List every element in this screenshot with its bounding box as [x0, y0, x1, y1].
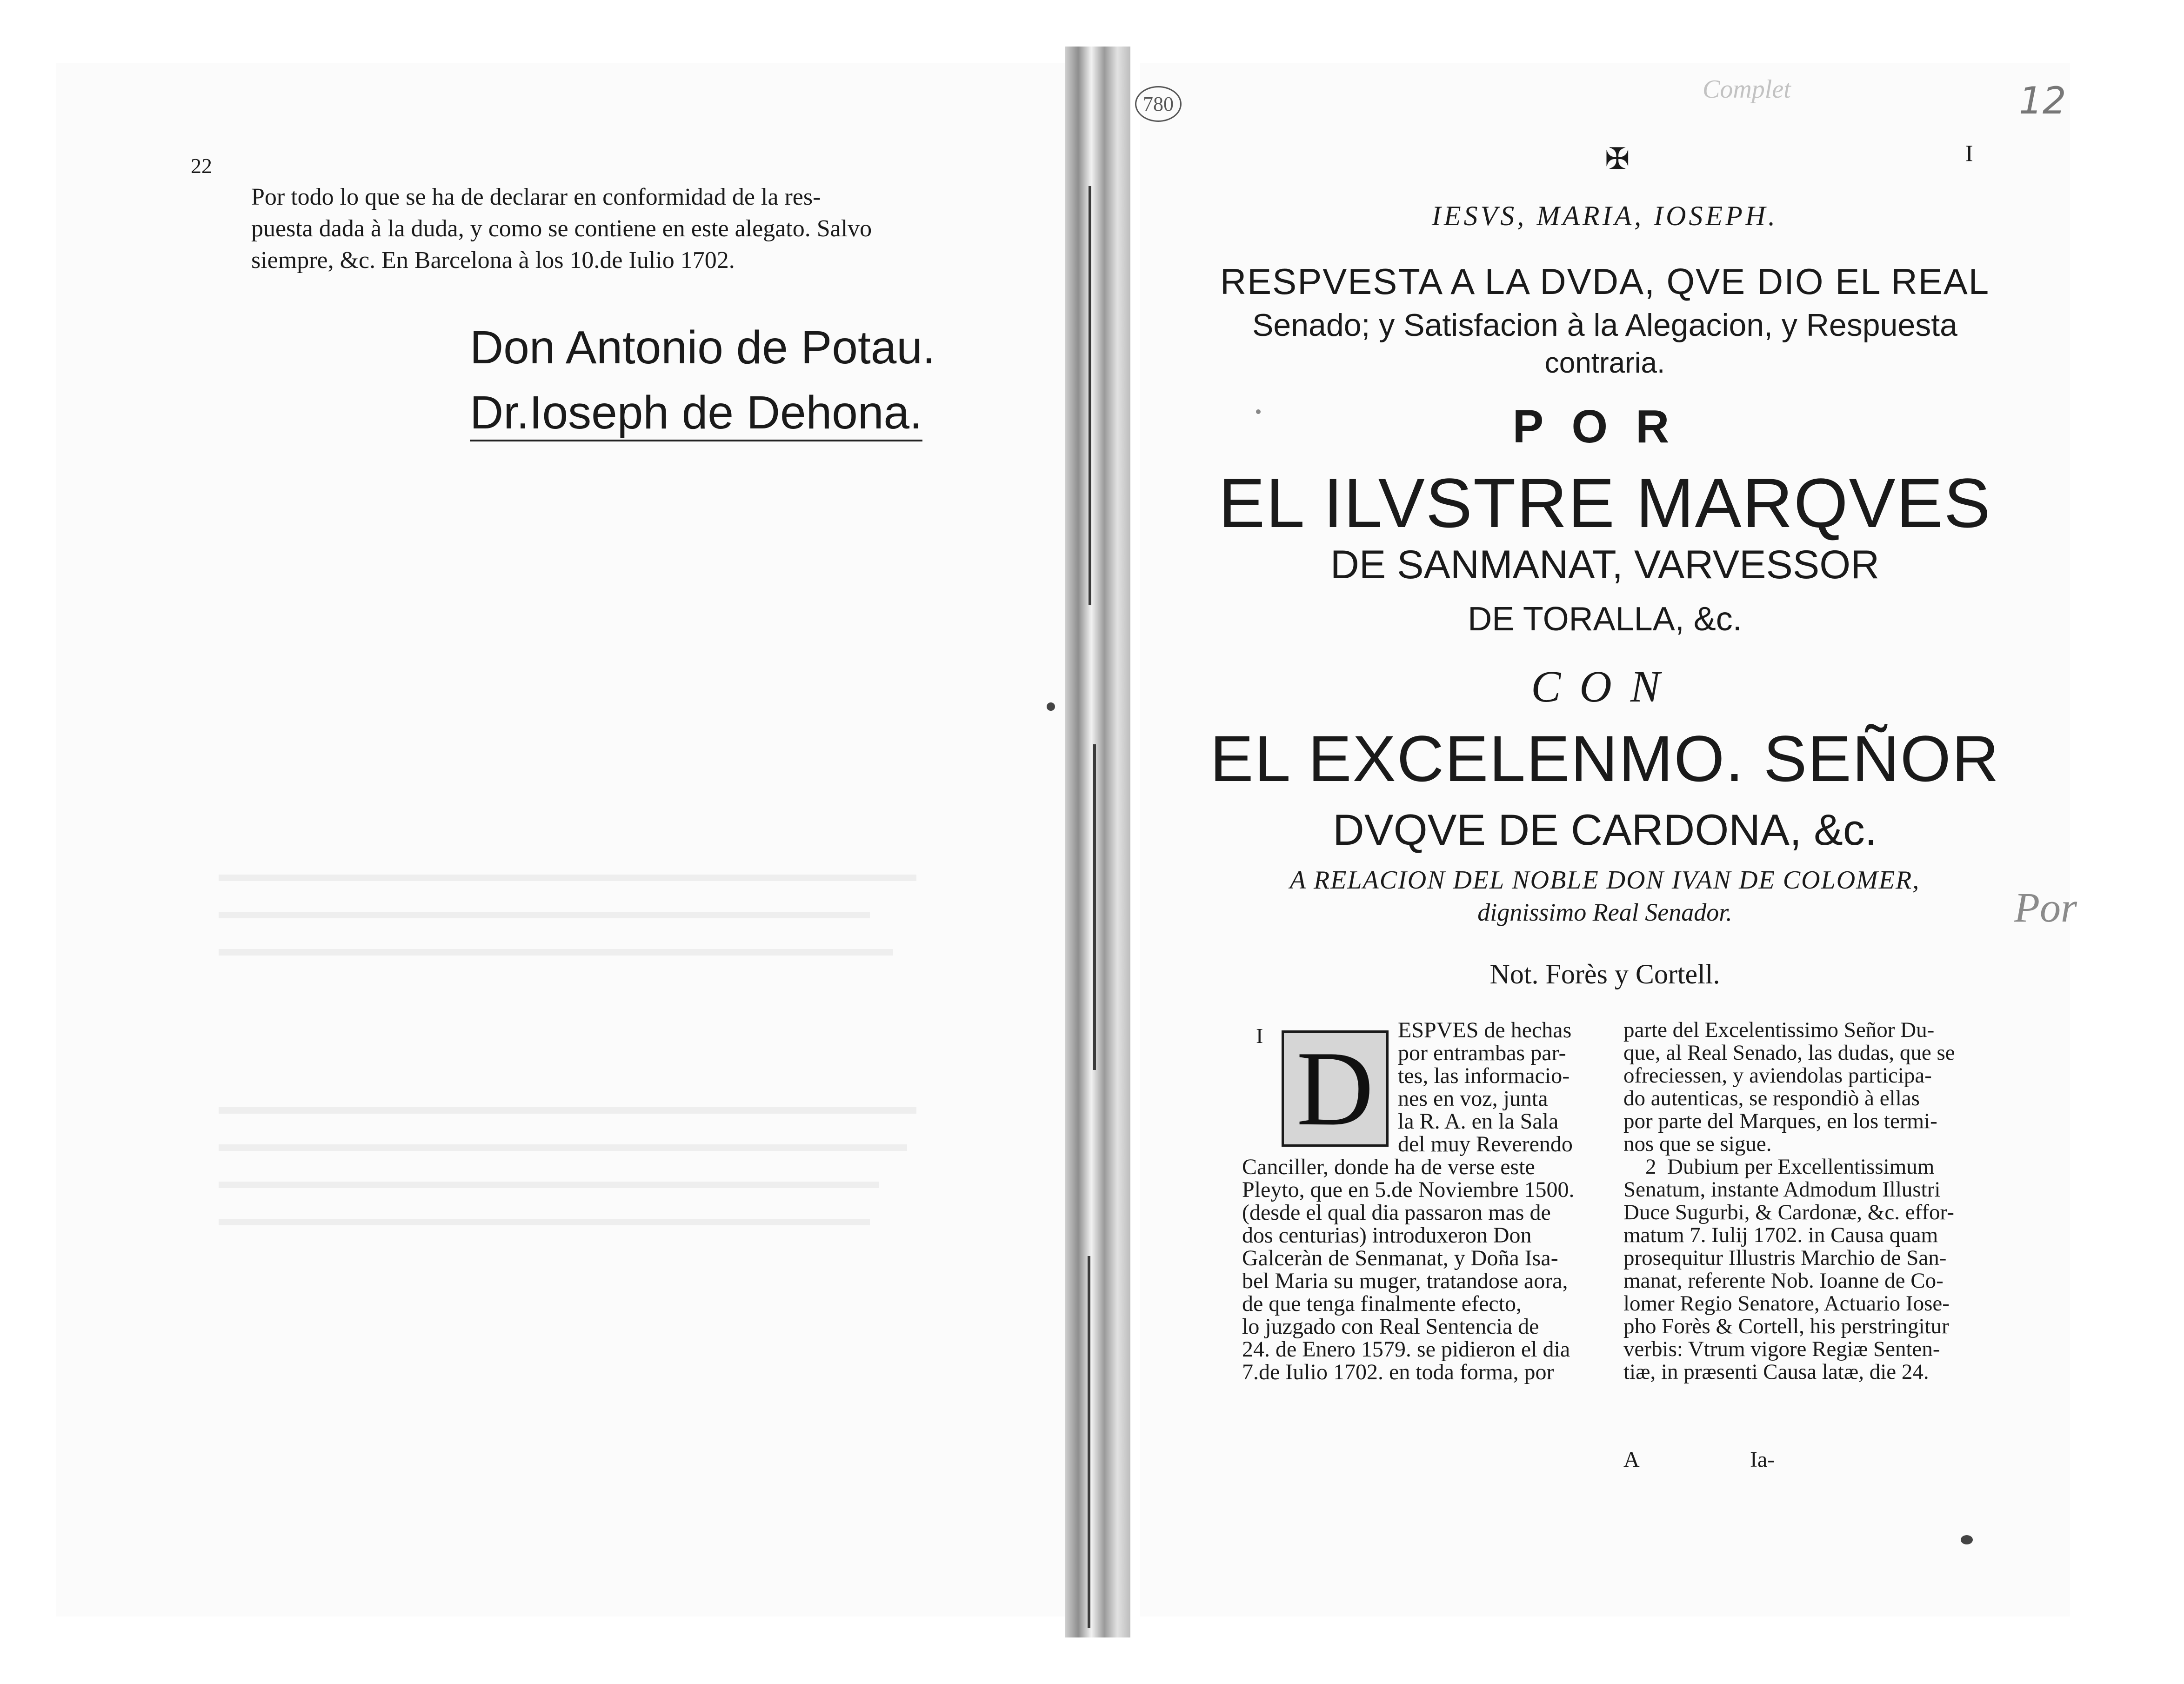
signature-dehona: Dr.Ioseph de Dehona. — [470, 386, 922, 441]
relacion-line: A RELACION DEL NOBLE DON IVAN DE COLOMER, — [1289, 866, 1920, 895]
closing-paragraph — [251, 181, 872, 276]
con-label: CON — [1531, 662, 1679, 711]
catchword-line: A Ia- — [1623, 1447, 1775, 1472]
signature-potau: Don Antonio de Potau. — [470, 321, 935, 374]
bleed-through-line — [219, 1182, 879, 1188]
archive-stamp: 780 — [1135, 86, 1182, 122]
cross-icon: ✠ — [1605, 142, 1630, 175]
closing-line: siempre, &c. En Barcelona à los 10.de Iulio 1702. — [251, 247, 735, 274]
party-two-name: EL EXCELENMO. SEÑOR — [1210, 722, 2000, 795]
ink-speck — [1961, 1535, 1973, 1544]
bleed-through-line — [219, 1219, 870, 1225]
relacion-line: dignissimo Real Senador. — [1477, 898, 1732, 926]
bleed-through-line — [219, 912, 870, 918]
closing-line: puesta dada à la duda, y como se contiene en este alegato. Salvo — [251, 215, 872, 242]
left-page — [56, 63, 1080, 1617]
drop-cap-initial: D — [1282, 1030, 1389, 1147]
pencil-note: Complet — [1703, 75, 1791, 104]
party-one-title: DE TORALLA, &c. — [1468, 601, 1742, 638]
book-gutter — [1065, 47, 1130, 1637]
bleed-through-line — [219, 875, 916, 881]
paragraph-number: I — [1256, 1024, 1263, 1048]
page-mark: I — [1965, 140, 1973, 166]
party-one-title: DE SANMANAT, VARVESSOR — [1330, 542, 1880, 587]
body-column-one: Canciller, donde ha de verse este Pleyto, que en 5.de Noviembre 1500. (desde el qual dia passaron mas de dos centurias) introduxeron Don Galceràn de Senmanat, y Doña Isa- bel Maria su muger, tratandose aora, de que tenga finalmente efecto, lo juzgado con Real Sentencia de 24. de Enero 1579. se pidieron el dia 7.de Iulio 1702. en toda forma, por — [1242, 1155, 1575, 1384]
invocation: IESVS, MARIA, IOSEPH. — [1431, 200, 1778, 231]
bleed-through-line — [219, 949, 893, 956]
ink-speck — [1047, 702, 1055, 711]
party-two-title: DVQVE DE CARDONA, &c. — [1333, 805, 1877, 854]
heading-line: RESPVESTA A LA DVDA, QVE DIO EL REAL — [1220, 261, 1990, 302]
margin-pencil-note: Por — [2014, 885, 2077, 931]
body-column-one-top: ESPVES de hechas por entrambas par- tes, las informacio- nes en voz, junta la R. A. en la Sala del muy Reverendo — [1398, 1018, 1573, 1156]
body-column-two: parte del Excelentissimo Señor Du- que, al Real Senado, las dudas, que se ofreciessen, y aviendolas participa- do autenticas, se respondiò à ellas por parte del Marques, en los termi- nos que se sigue. 2 Dubium per Excellentissimum Senatum, instante Admodum Illustri Duce Sugurbi, & Cardonæ, &c. effor- matum 7. Iulij 1702. in Causa quam prosequitur Illustris Marchio de San- manat, referente Nob. Ioanne de Co- lomer Regio Senatore, Actuario Iose- pho Forès & Cortell, his perstringitur verbis: Vtrum vigore Regiæ Senten- tiæ, in præsenti Causa latæ, die 24. — [1623, 1018, 1955, 1384]
party-one-name: EL ILVSTRE MARQVES — [1218, 464, 1991, 542]
heading-line: contraria. — [1544, 347, 1665, 379]
por-label: POR — [1512, 401, 1697, 453]
ink-speck — [1256, 409, 1261, 414]
title-block — [1140, 0, 2070, 1684]
bleed-through-line — [219, 1107, 916, 1114]
heading-line: Senado; y Satisfacion à la Alegacion, y Respuesta — [1252, 307, 1957, 343]
bleed-through-line — [219, 1144, 907, 1151]
folio-number: 12 — [2019, 79, 2066, 122]
notary-line: Not. Forès y Cortell. — [1489, 959, 1720, 989]
closing-line: Por todo lo que se ha de declarar en conformidad de la res- — [251, 184, 821, 210]
page-number: 22 — [191, 154, 212, 178]
